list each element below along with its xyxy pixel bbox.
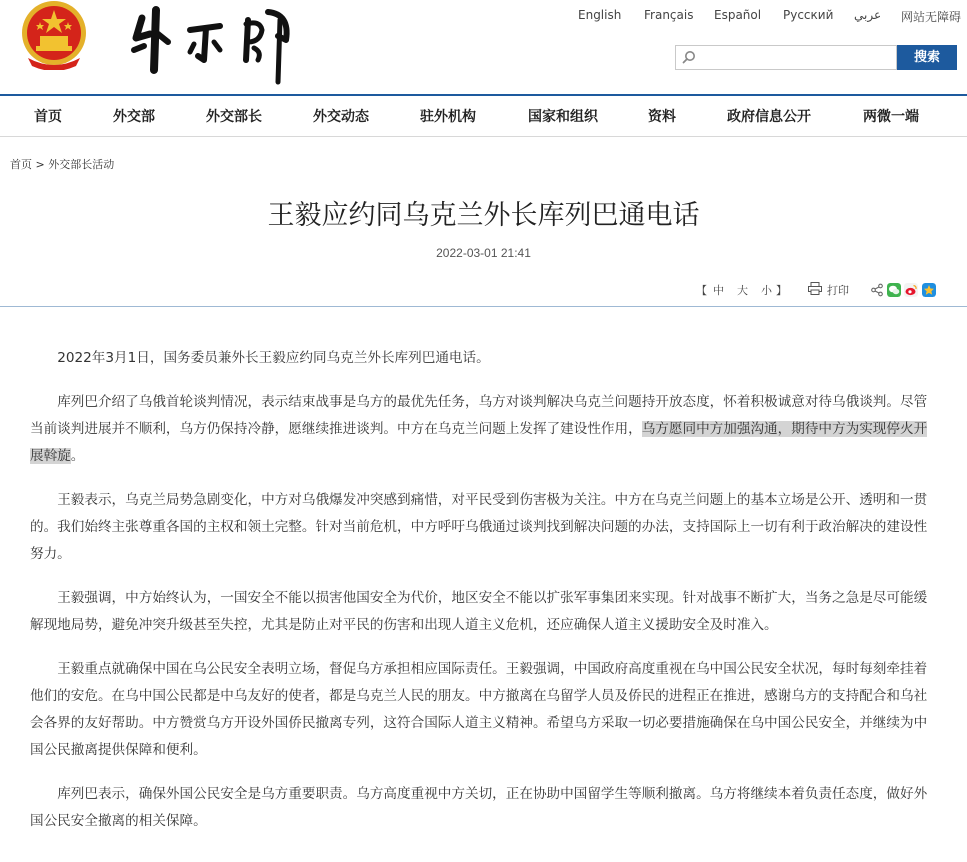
nav-divider [0,136,967,137]
lang-spanish[interactable]: Español [714,8,762,22]
nav-item-resources[interactable]: 资料 [648,109,676,125]
language-bar [560,8,967,26]
nav-item-countries[interactable]: 国家和组织 [528,109,598,125]
ministry-calligraphy-logo[interactable] [120,0,320,90]
content-divider [0,306,967,307]
nav-item-gov-info[interactable]: 政府信息公开 [727,109,811,125]
breadcrumb-home[interactable]: 首页 [10,158,32,171]
nav-item-social[interactable]: 两微一端 [863,109,919,125]
font-size-medium[interactable]: 中 [713,284,724,297]
breadcrumb-separator: > [35,158,45,171]
site-header [0,0,967,94]
search-button[interactable]: 搜索 [897,45,957,70]
lang-russian[interactable]: Русский [783,8,834,22]
highlighted-text: 乌方愿同中方加强沟通，期待中方为实现停火开展斡旋 [30,421,928,464]
nav-item-home[interactable]: 首页 [34,109,62,125]
breadcrumb [10,156,114,172]
wechat-icon[interactable] [887,283,901,297]
nav-item-ministry[interactable]: 外交部 [113,109,155,125]
lang-arabic[interactable]: عربي [854,8,882,22]
search-box [675,45,897,70]
article-paragraph: 2022年3月1日，国务委员兼外长王毅应约同乌克兰外长库列巴通电话。 [57,350,490,366]
qzone-icon[interactable] [922,283,936,297]
weibo-icon[interactable] [904,283,918,297]
nav-item-minister[interactable]: 外交部长 [206,109,262,125]
accessibility-link[interactable]: 网站无障碍 [901,10,962,24]
print-icon[interactable] [808,282,822,295]
nav-item-diplomatic-news[interactable]: 外交动态 [313,109,369,125]
article-paragraph: 库列巴表示，确保外国公民安全是乌方重要职责。乌方高度重视中方关切，正在协助中国留学生等顺利撤离。乌方将继续本着负责任态度，做好外国公民安全撤离的相关保障。 [30,786,928,829]
print-button[interactable]: 打印 [827,284,849,297]
font-size-small[interactable]: 小 [761,284,772,297]
article-body [30,345,930,852]
article-paragraph: 王毅表示，乌克兰局势急剧变化，中方对乌俄爆发冲突感到痛惜，对平民受到伤害极为关注。中方在乌克兰问题上的基本立场是公开、透明和一贯的。我们始终主张尊重各国的主权和领土完整。针对当前危机，中方呼吁乌俄通过谈判找到解决问题的办法，支持国际上一切有利于政治解决的建设性努力。 [30,492,928,562]
lang-french[interactable]: Français [644,8,694,22]
share-icon[interactable] [870,283,884,297]
breadcrumb-current[interactable]: 外交部长活动 [48,158,115,171]
article-paragraph: 库列巴介绍了乌俄首轮谈判情况，表示结束战事是乌方的最优先任务，乌方对谈判解决乌克兰问题持开放态度，怀着积极诚意对待乌俄谈判。尽管当前谈判进展并不顺利，乌方仍保持冷静，愿继续推进谈判。中方在乌克兰问题上发挥了建设性作用，乌方愿同中方加强沟通，期待中方为实现停火开展斡旋。 [30,394,928,464]
nav-item-missions[interactable]: 驻外机构 [420,109,476,125]
font-size-open-bracket: 【 [696,284,707,297]
article-paragraph: 王毅重点就确保中国在乌公民安全表明立场，督促乌方承担相应国际责任。王毅强调，中国政府高度重视在乌中国公民安全状况，每时每刻牵挂着他们的安危。在乌中国公民都是中乌友好的使者，都是乌克兰人民的朋友。中方撤离在乌留学人员及侨民的进程正在推进，感谢乌方的支持配合和乌社会各界的友好帮助。中方赞赏乌方开设外国侨民撤离专列，这符合国际人道主义精神。希望乌方采取一切必要措施确保在乌中国公民安全，并继续为中国公民撤离提供保障和便利。 [30,661,928,758]
main-nav [0,96,967,136]
font-size-large[interactable]: 大 [737,284,748,297]
article-paragraph: 王毅强调，中方始终认为，一国安全不能以损害他国安全为代价，地区安全不能以扩张军事集团来实现。针对战事不断扩大，当务之急是尽可能缓解现地局势，避免冲突升级甚至失控，尤其是防止对平民的伤害和出现人道主义危机，还应确保人道主义援助安全及时准入。 [30,590,928,633]
search-input[interactable] [700,48,890,67]
lang-english[interactable]: English [578,8,622,22]
national-emblem-icon[interactable] [14,0,94,70]
article-date: 2022-03-01 21:41 [436,246,531,260]
search-icon [681,50,697,66]
font-size-close-bracket: 】 [776,284,787,297]
article-title: 王毅应约同乌克兰外长库列巴通电话 [267,200,700,231]
